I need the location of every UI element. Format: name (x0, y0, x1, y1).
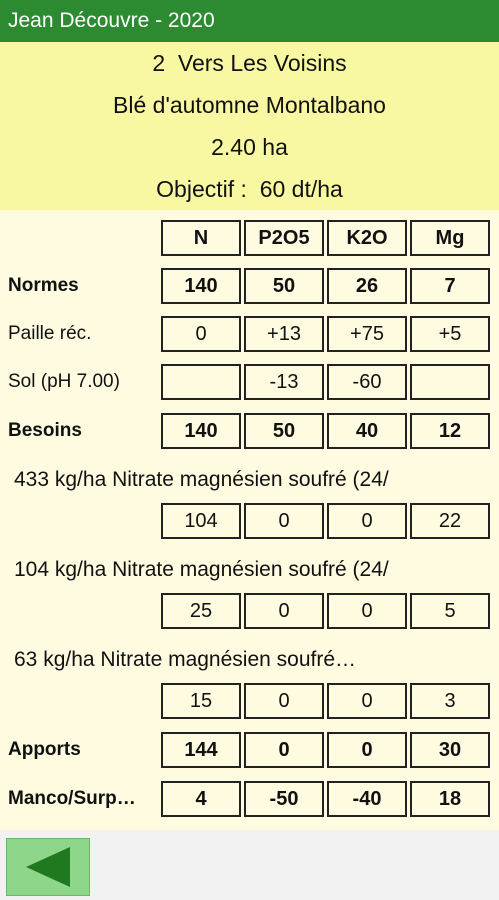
column-header-n: N (161, 220, 241, 256)
table-cell: 50 (244, 413, 324, 449)
table-cell: 7 (410, 268, 490, 304)
row-label: Apports (8, 739, 81, 760)
table-cell: 0 (327, 683, 407, 719)
table-cell: 5 (410, 593, 490, 629)
row-label: Normes (8, 275, 79, 296)
parcel-area: 2.40 ha (211, 134, 288, 160)
table-cell: 0 (327, 593, 407, 629)
table-cell: 4 (161, 781, 241, 817)
table-cell: 0 (327, 732, 407, 768)
product-name[interactable]: 104 kg/ha Nitrate magnésien soufré (24/ (14, 558, 389, 581)
table-cell: -13 (244, 364, 324, 400)
table-cell: 140 (161, 268, 241, 304)
app-title-bar (0, 0, 499, 42)
table-cell: 15 (161, 683, 241, 719)
table-cell (161, 364, 241, 400)
table-cell: +5 (410, 316, 490, 352)
table-cell: 25 (161, 593, 241, 629)
fertilization-table (0, 210, 499, 830)
back-arrow-icon (20, 845, 76, 889)
table-cell: 0 (244, 503, 324, 539)
column-header-p2o5: P2O5 (244, 220, 324, 256)
table-cell: 30 (410, 732, 490, 768)
table-row-sol (0, 360, 499, 404)
product-name[interactable]: 433 kg/ha Nitrate magnésien soufré (24/ (14, 468, 389, 491)
table-cell: -60 (327, 364, 407, 400)
table-cell: +13 (244, 316, 324, 352)
table-cell: 0 (327, 503, 407, 539)
row-label: Paille réc. (8, 323, 92, 344)
product-name[interactable]: 63 kg/ha Nitrate magnésien soufré… (14, 648, 357, 671)
row-label: Manco/Surp… (8, 788, 136, 809)
table-row-product[interactable] (0, 679, 499, 723)
column-header-k2o: K2O (327, 220, 407, 256)
table-cell: 144 (161, 732, 241, 768)
row-label: Sol (pH 7.00) (8, 371, 120, 392)
row-label: Besoins (8, 420, 82, 441)
table-cell: 18 (410, 781, 490, 817)
table-cell: 0 (244, 593, 324, 629)
table-cell: 0 (244, 683, 324, 719)
table-row-normes (0, 264, 499, 308)
table-cell: +75 (327, 316, 407, 352)
parcel-name: 2 Vers Les Voisins (152, 50, 347, 76)
footer-bar (0, 830, 499, 900)
table-row-besoins (0, 409, 499, 453)
yield-objective: Objectif : 60 dt/ha (156, 176, 343, 202)
back-button[interactable] (6, 838, 90, 896)
table-cell: 0 (161, 316, 241, 352)
table-cell: 22 (410, 503, 490, 539)
app-title: Jean Découvre - 2020 (8, 9, 215, 32)
table-cell: 3 (410, 683, 490, 719)
table-row-paille (0, 312, 499, 356)
table-cell: 140 (161, 413, 241, 449)
table-row-apports (0, 728, 499, 772)
table-cell: 40 (327, 413, 407, 449)
table-cell: 26 (327, 268, 407, 304)
table-cell: -50 (244, 781, 324, 817)
table-cell: 104 (161, 503, 241, 539)
table-cell: -40 (327, 781, 407, 817)
table-row-manco (0, 777, 499, 821)
crop-name: Blé d'automne Montalbano (113, 92, 386, 118)
table-cell: 50 (244, 268, 324, 304)
table-row-product[interactable] (0, 589, 499, 633)
table-row-product[interactable] (0, 499, 499, 543)
table-cell: 12 (410, 413, 490, 449)
column-header-mg: Mg (410, 220, 490, 256)
table-cell (410, 364, 490, 400)
table-header-row (0, 216, 499, 260)
parcel-header (0, 42, 499, 210)
table-cell: 0 (244, 732, 324, 768)
